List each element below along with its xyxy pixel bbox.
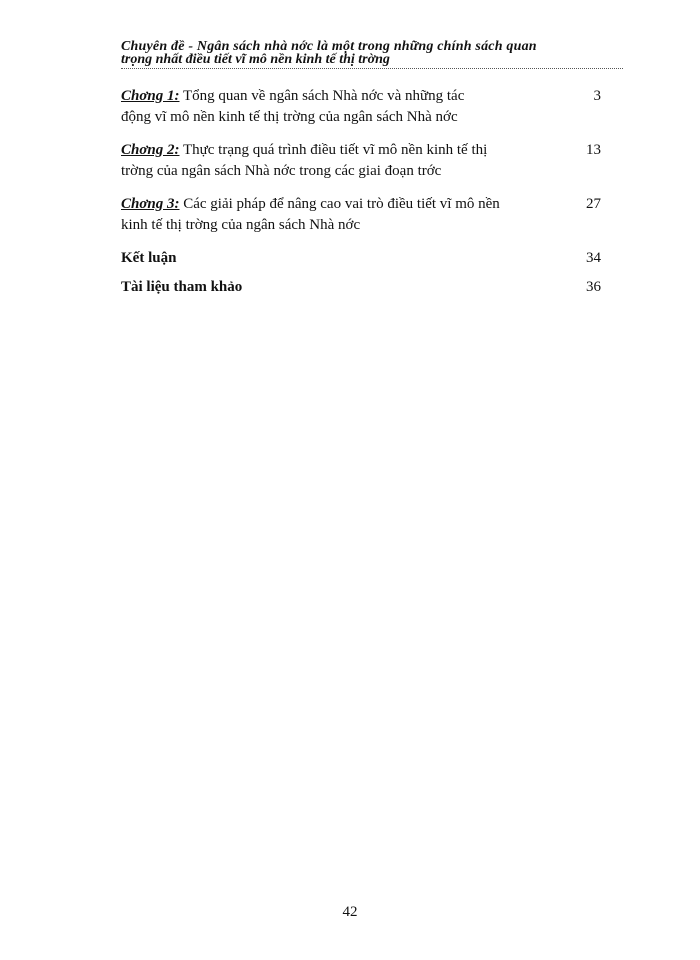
- chapter-title-line-2: trờng của ngân sách Nhà nớc trong các giai đoạn trớc: [121, 163, 442, 179]
- chapter-label: Chơng 2:: [121, 142, 180, 158]
- chapter-title-line-2: kinh tế thị trờng của ngân sách Nhà nớc: [121, 217, 361, 233]
- page-number: 27: [586, 196, 601, 212]
- chapter-title-line-1: Tổng quan về ngân sách Nhà nớc và những tác: [179, 88, 465, 104]
- table-of-contents: [121, 86, 605, 306]
- toc-entry-chapter-2: [121, 140, 605, 182]
- page-number: 13: [586, 142, 601, 158]
- toc-entry-references: [121, 277, 605, 298]
- references-label: Tài liệu tham khảo: [121, 279, 243, 295]
- page-number: 3: [593, 88, 601, 104]
- header-line-1: Chuyên đề - Ngân sách nhà nớc là một trong những chính sách quan: [121, 39, 537, 54]
- page-number: 36: [586, 279, 601, 295]
- toc-entry-chapter-3: [121, 194, 605, 236]
- conclusion-label: Kết luận: [121, 250, 177, 266]
- chapter-label: Chơng 1:: [121, 88, 180, 104]
- toc-entry-conclusion: [121, 248, 605, 269]
- chapter-label: Chơng 3:: [121, 196, 180, 212]
- page-number: 34: [586, 250, 601, 266]
- header-line-2: trọng nhất điều tiết vĩ mô nền kinh tế thị trờng: [121, 52, 390, 67]
- chapter-title-line-1: Các giải pháp để nâng cao vai trò điều tiết vĩ mô nền: [179, 196, 500, 212]
- chapter-title-line-2: động vĩ mô nền kinh tế thị trờng của ngân sách Nhà nớc: [121, 109, 458, 125]
- toc-entry-chapter-1: [121, 86, 605, 128]
- running-header: [121, 40, 623, 69]
- chapter-title-line-1: Thực trạng quá trình điều tiết vĩ mô nền kinh tế thị: [179, 142, 488, 158]
- page-footer-number: 42: [342, 904, 358, 920]
